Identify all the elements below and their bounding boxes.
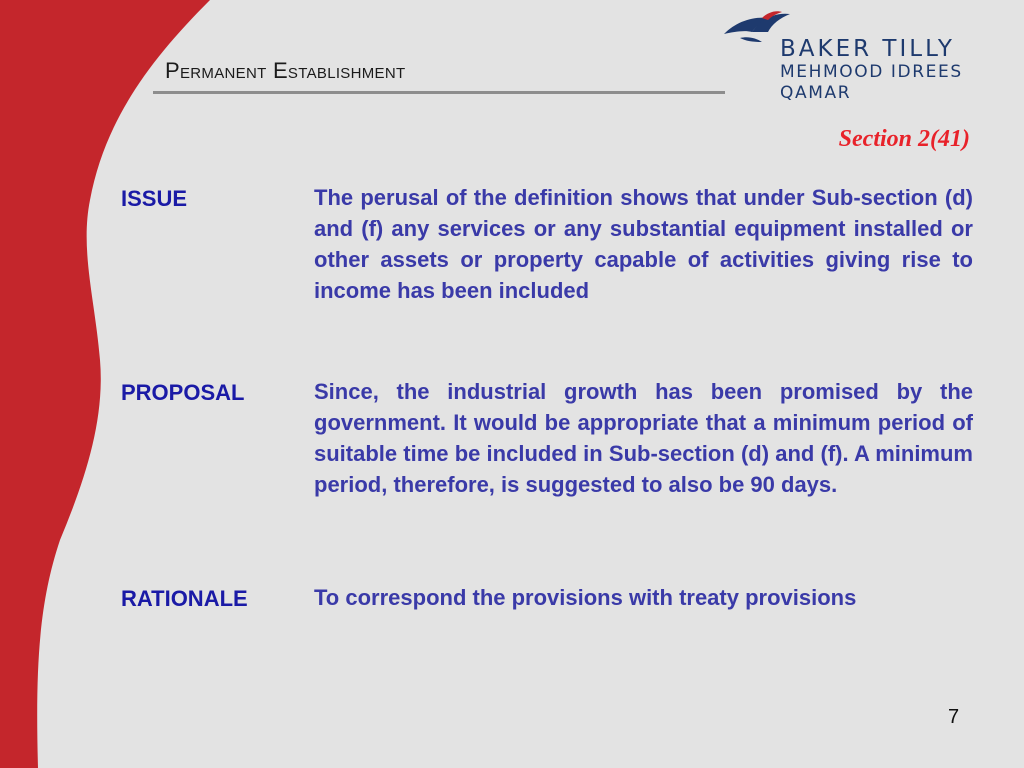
row-text-issue: The perusal of the definition shows that under Sub-section (d) and (f) any services or any substantial equipment installed or other assets or property capable of activities giving rise to income has been included <box>314 185 973 303</box>
title-divider <box>153 91 725 94</box>
row-text-proposal: Since, the industrial growth has been promised by the government. It would be appropriate that a minimum period of suitable time be included in Sub-section (d) and (f). A minimum period, therefore, is suggested to also be 90 days. <box>314 379 973 497</box>
row-label-issue: ISSUE <box>121 186 188 211</box>
logo-line-2: MEHMOOD IDREES <box>780 62 963 82</box>
logo-line-1: BAKER TILLY <box>780 36 955 62</box>
logo-line-3: QAMAR <box>780 83 852 103</box>
slide-title: Permanent Establishment <box>165 58 406 83</box>
company-logo <box>780 36 963 104</box>
row-label-rationale: RATIONALE <box>121 586 248 611</box>
page-number: 7 <box>948 706 960 728</box>
row-label-proposal: PROPOSAL <box>121 380 245 405</box>
section-reference: Section 2(41) <box>838 126 970 152</box>
row-text-rationale: To correspond the provisions with treaty provisions <box>314 585 857 610</box>
